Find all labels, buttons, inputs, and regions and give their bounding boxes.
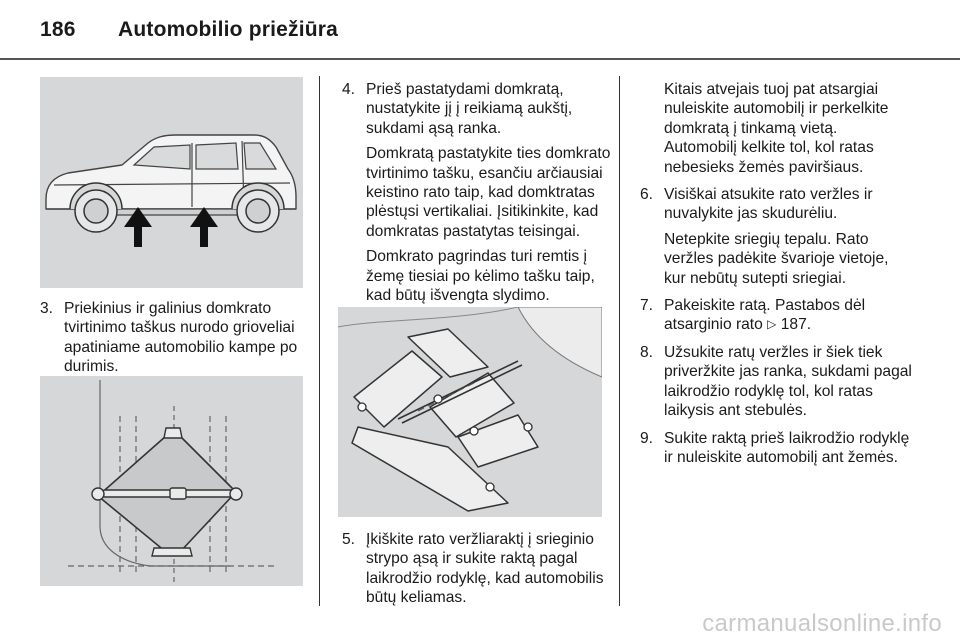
page-header [40, 18, 338, 42]
step-4: 4. Prieš pastatydami domkratą, nustatykite jį į reikiamą aukštį, sukdami ąsą ranka. [342, 81, 573, 137]
continued-paragraph: Kitais atvejais tuoj pat atsargiai nuleiskite automobilį ir perkelkite domkratą į tinkamą vietą. Automobilį kelkite tol, kol ratas nebesieks žemės paviršiaus. [664, 81, 889, 176]
step-8: 8. Užsukite ratų veržles ir šiek tiek priveržkite jas ranka, sukdami pagal laikrodžio rodyklę tol, kol ratas laikysis ant stebulės. [640, 343, 912, 420]
page-number: 186 [40, 18, 76, 41]
column-divider-2 [619, 76, 620, 606]
step-7: 7. Pakeiskite ratą. Pastabos dėl atsarginio rato ▷ 187. [640, 297, 866, 334]
column-1-text [40, 299, 310, 377]
column-2-text-lower [342, 530, 614, 608]
page-reference-arrow-icon: ▷ [767, 317, 777, 332]
step-9: 9. Sukite raktą prieš laikrodžio rodyklę ir nuleiskite automobilį ant žemės. [640, 429, 910, 466]
step-3: 3. Priekinius ir galinius domkrato tvirtinimo taškus nurodo grioveliai apatiniame automobilio kampe po durimis. [40, 300, 298, 376]
header-rule [0, 58, 960, 60]
step-6: 6. Visiškai atsukite rato veržles ir nuvalykite jas skudurėliu. [640, 186, 873, 223]
page-title: Automobilio priežiūra [118, 18, 339, 41]
step-6-paragraph-2: Netepkite sriegių tepalu. Rato veržles padėkite švarioje vietoje, kur nebūtų sutepti sriegiai. [664, 230, 889, 287]
column-2-text [342, 80, 614, 305]
column-divider-1 [319, 76, 320, 606]
scissor-jack-illustration [338, 307, 602, 517]
step-4-paragraph-2: Domkratą pastatykite ties domkrato tvirtinimo tašku, esančiu arčiausiai keistino rato taip, kad domktratas plėstųsi vertikaliai. Įsitikinkite, kad domkratas pastatytas teisingai. [366, 145, 611, 240]
step-4-paragraph-3: Domkrato pagrindas turi remtis į žemę tiesiai po kėlimo tašku taip, kad būtų išvengta slydimo. [366, 248, 595, 305]
column-3-text [640, 80, 912, 467]
watermark: carmanualsonline.info [702, 610, 942, 637]
step-5: 5. Įkiškite rato veržliaraktį į srieginio strypo ąsą ir sukite raktą pagal laikrodžio rodyklę, kad automobilis būtų keliamas. [342, 531, 604, 607]
page-reference: 187. [780, 316, 812, 334]
jack-top-view-illustration [40, 376, 303, 586]
car-jacking-points-illustration [40, 77, 303, 288]
